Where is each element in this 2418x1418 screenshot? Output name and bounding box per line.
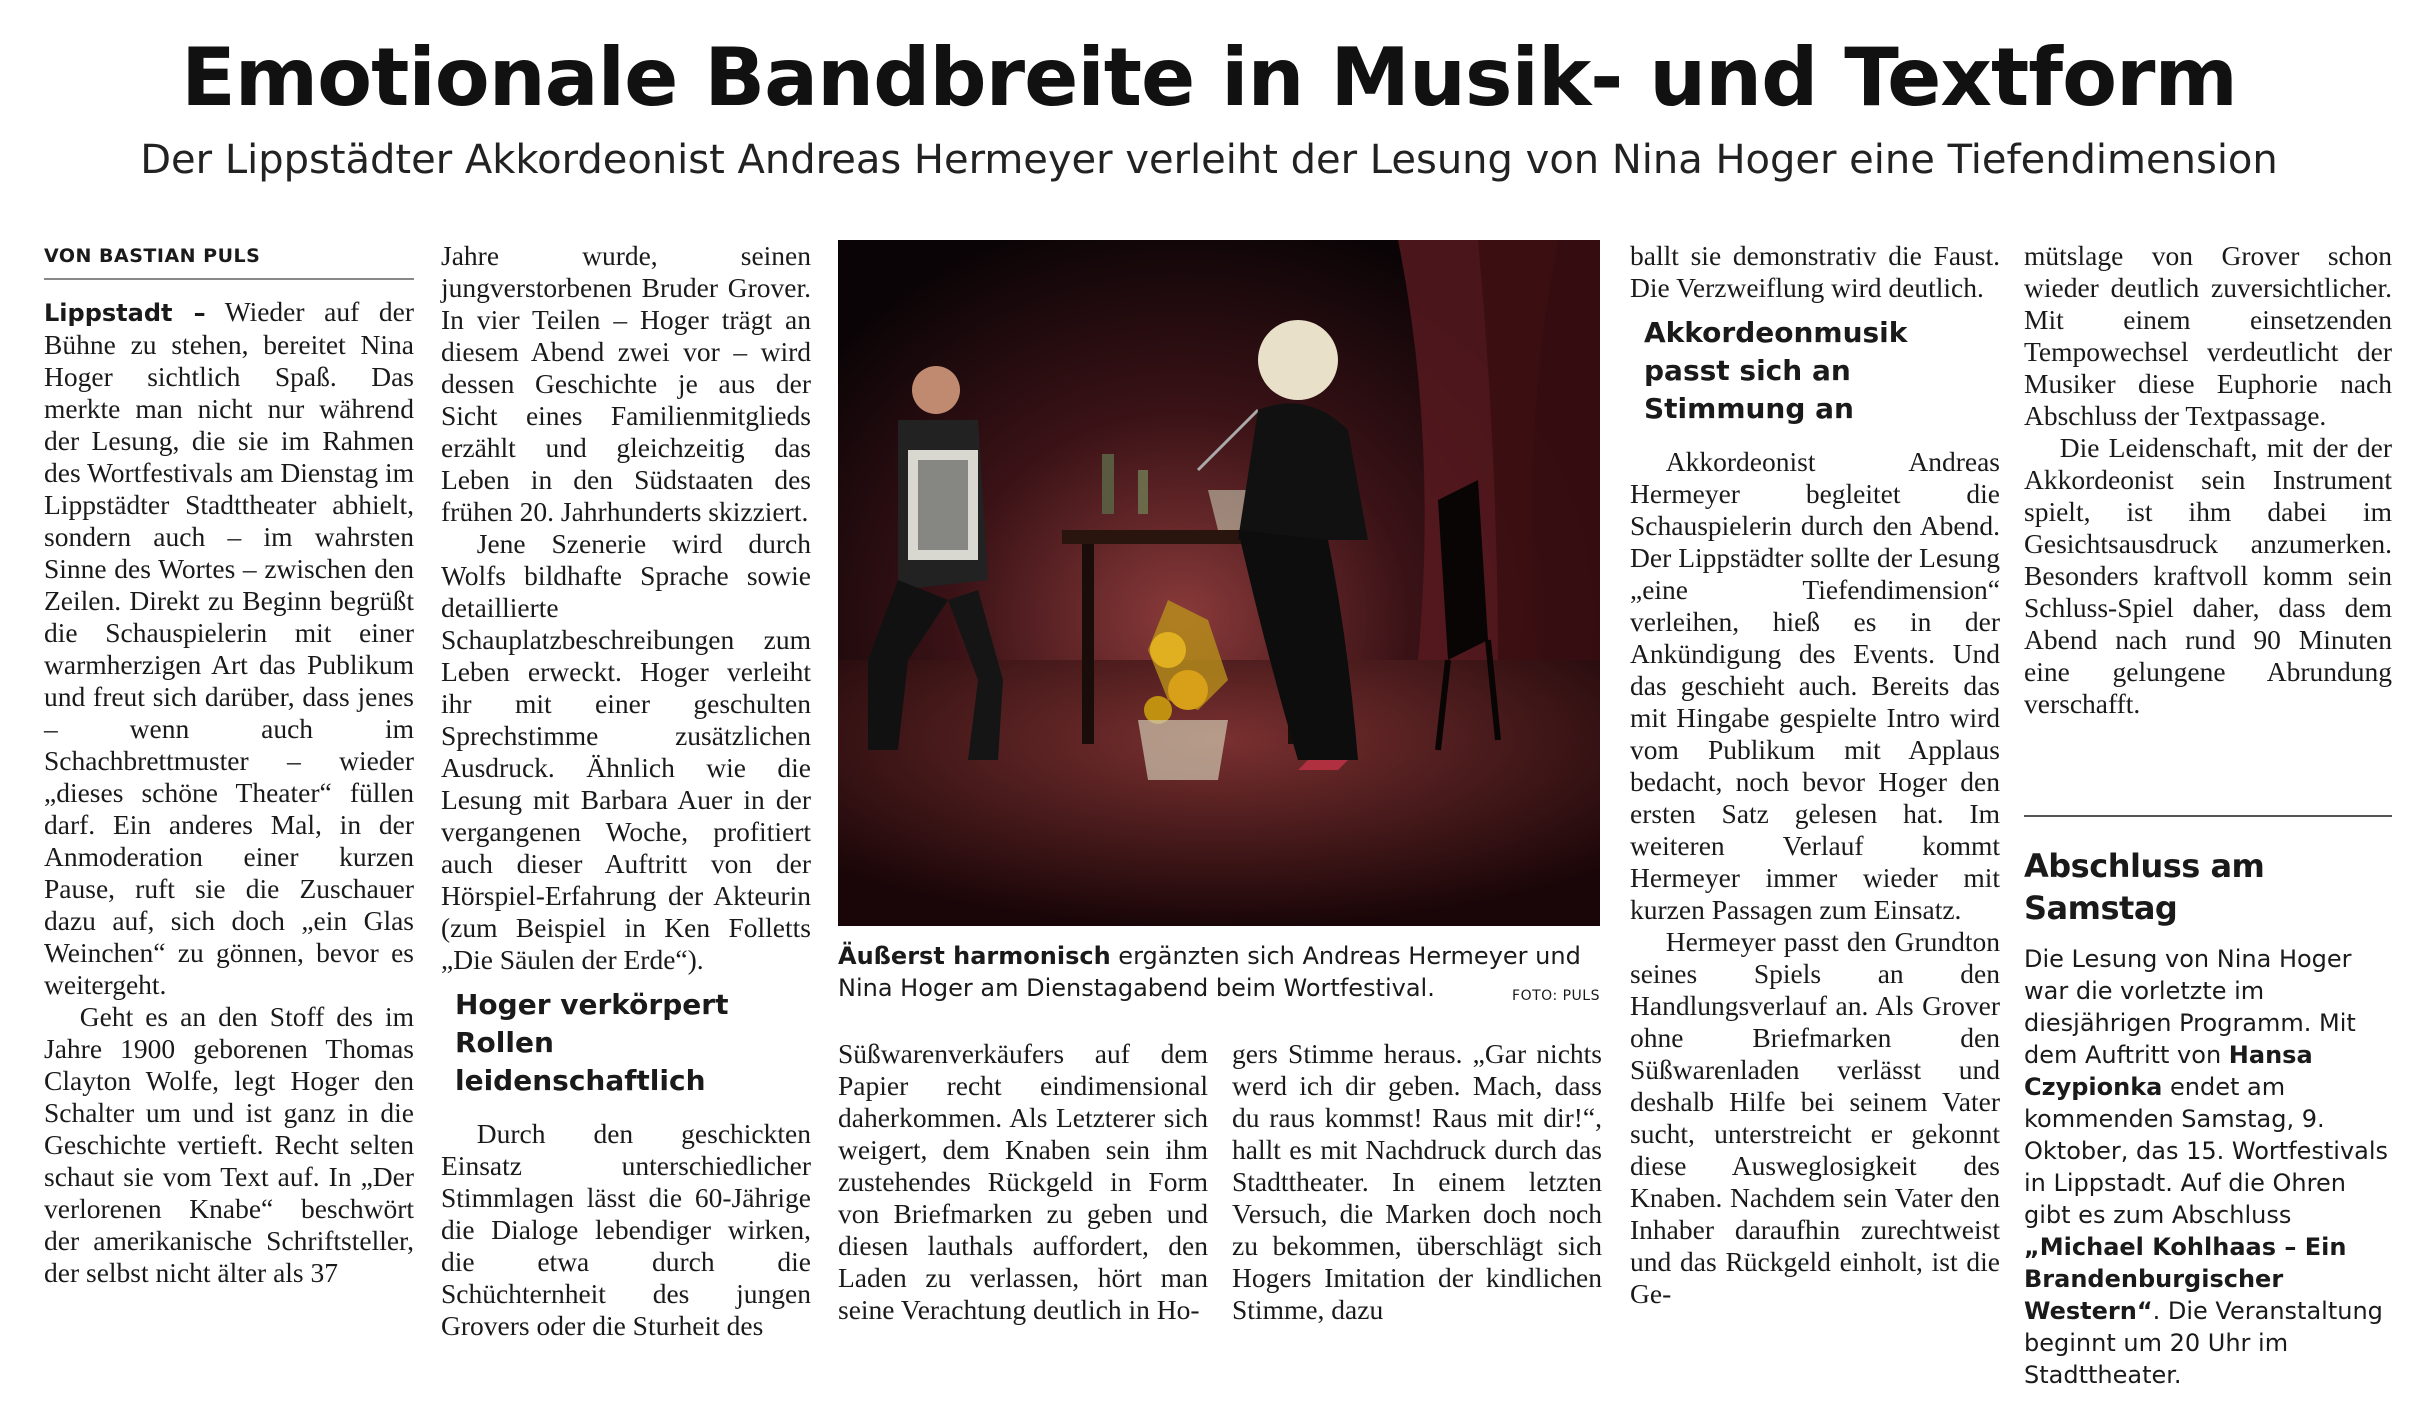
headline: Emotionale Bandbreite in Musik- und Textform <box>181 31 2237 124</box>
dateline: Lippstadt – <box>44 299 206 327</box>
paragraph: mütslage von Grover schon wieder deutlich zuversichtlicher. Mit einem einsetzenden Tempowechsel verdeutlicht der Musiker diese Euphorie nach Abschluss der Textpassage. <box>2024 240 2392 431</box>
paragraph: gers Stimme heraus. „Gar nichts werd ich dir geben. Mach, dass du raus kommst! Raus mit dir!“, hallt es mit Nachdruck durch das Stadttheater. In einem letzten Versuch, die Marken doch noch zu bekommen, überschlägt sich Hogers Imitation der kindlichen Stimme, dazu <box>1232 1038 1602 1325</box>
paragraph: Geht es an den Stoff des im Jahre 1900 geborenen Thomas Clayton Wolfe, legt Hoger den Schalter um und ist ganz in die Geschichte vertieft. Recht selten schaut sie vom Text auf. In „Der verlorenen Knabe“ beschwört der amerikanische Schriftsteller, der selbst nicht älter als 37 <box>44 1001 414 1288</box>
paragraph: Lippstadt – Wieder auf der Bühne zu stehen, bereitet Nina Hoger sichtlich Spaß. Das merkte man nicht nur während der Lesung, die sie im Rahmen des Wortfestivals am Dienstag im Lippstädter Stadttheater abhielt, sondern auch – im wahrsten Sinne des Wortes – zwischen den Zeilen. Direkt zu Beginn begrüßt die Schauspielerin mit einer warmherzigen Art das Publikum und freut sich darüber, dass jenes – wenn auch im Schachbrettmuster – wieder „dieses schöne Theater“ füllen darf. Ein anderes Mal, in der Anmoderation einer kurzen Pause, ruft sie die Zuschauer dazu auf, sich doch „ein Glas Weinchen“ zu gönnen, bevor es weitergeht. <box>44 296 414 1000</box>
paragraph: Jene Szenerie wird durch Wolfs bildhafte Sprache sowie detaillierte Schauplatzbeschreibungen zum Leben erweckt. Hoger verleiht ihr mit einer geschulten Sprechstimme zusätzlichen Ausdruck. Ähnlich wie die Lesung mit Barbara Auer in der vergangenen Woche, profitiert auch dieser Auftritt von der Hörspiel-Erfahrung der Akteurin (zum Beispiel in Ken Folletts „Die Säulen der Erde“). <box>441 528 811 975</box>
paragraph: Hermeyer passt den Grundton seines Spiels an den Handlungsverlauf an. Als Grover ohne Briefmarken den Süßwarenladen verlässt und deshalb Hilfe bei seinem Vater sucht, unterstreicht er gekonnt diese Ausweglosigkeit des Knaben. Nachdem sein Vater den Inhaber daraufhin zurechtweist und das Rückgeld einholt, ist die Ge- <box>1630 926 2000 1309</box>
paragraph: Jahre wurde, seinen jungverstorbenen Bruder Grover. In vier Teilen – Hoger trägt an diesem Abend zwei vor – wird dessen Geschichte je aus der Sicht eines Familienmitglieds erzählt und gleichzeitig das Leben in den Südstaaten des frühen 20. Jahrhunderts skizziert. <box>441 240 811 527</box>
info-box <box>2024 815 2392 1391</box>
info-box-body: Die Lesung von Nina Hoger war die vorletzte im diesjährigen Programm. Mit dem Auftritt von Hansa Czypionka endet am kommenden Samstag, 9. Oktober, das 15. Wortfestivals in Lippstadt. Auf die Ohren gibt es zum Abschluss „Michael Kohlhaas – Ein Brandenburgischer Western“. Die Veranstaltung beginnt um 20 Uhr im Stadttheater. <box>2024 945 2389 1389</box>
paragraph: Die Leidenschaft, mit der der Akkordeonist sein Instrument spielt, ist ihm dabei im Gesichtsausdruck anzumerken. Besonders kraftvoll komm sein Schluss-Spiel daher, dass dem Abend nach rund 90 Minuten eine gelungene Abrundung verschafft. <box>2024 432 2392 719</box>
column-3 <box>838 1038 1208 1326</box>
info-box-title: Abschluss am Samstag <box>2024 847 2265 927</box>
paragraph: ballt sie demonstrativ die Faust. Die Verzweiflung wird deutlich. <box>1630 240 2000 303</box>
section-subhead: Hoger verkörpert Rollen leidenschaftlich <box>455 988 729 1097</box>
section-subhead: Akkordeonmusik passt sich an Stimmung an <box>1644 316 1908 425</box>
column-5 <box>1630 240 2000 1310</box>
paragraph: Akkordeonist Andreas Hermeyer begleitet die Schauspielerin durch den Abend. Der Lippstädter sollte der Lesung „eine Tiefendimension“ verleihen, hieß es in der Ankündigung des Events. Und das geschieht auch. Bereits das mit Hingabe gespielte Intro wird vom Publikum mit Applaus bedacht, noch bevor Hoger den ersten Satz gelesen hat. Im weiteren Verlauf kommt Hermeyer immer wieder mit kurzen Passagen zum Einsatz. <box>1630 446 2000 925</box>
stage-photo <box>838 240 1600 926</box>
column-6 <box>2024 240 2392 720</box>
byline: VON BASTIAN PULS <box>44 240 414 280</box>
paragraph: Durch den geschickten Einsatz unterschiedlicher Stimmlagen lässt die 60-Jährige die Dialoge lebendiger wirken, die etwa durch die Schüchternheit des jungen Grovers oder die Sturheit des <box>441 1118 811 1341</box>
column-4 <box>1232 1038 1602 1326</box>
paragraph: Süßwarenverkäufers auf dem Papier recht eindimensional daherkommen. Als Letzterer sich weigert, dem Knaben sein ihm zustehendes Rückgeld in Form von Briefmarken zu geben und diesen lauthals auffordert, den Laden zu verlassen, hört man seine Verachtung deutlich in Ho- <box>838 1038 1208 1325</box>
stage-photo-image <box>838 240 1600 926</box>
subheadline: Der Lippstädter Akkordeonist Andreas Hermeyer verleiht der Lesung von Nina Hoger eine Tiefendimension <box>140 137 2278 183</box>
photo-credit: FOTO: PULS <box>1512 988 1600 1004</box>
photo-caption: Äußerst harmonisch ergänzten sich Andreas Hermeyer und Nina Hoger am Dienstagabend beim Wortfestival. FOTO: PULS <box>838 940 1600 1012</box>
column-1 <box>44 240 414 1289</box>
column-2 <box>441 240 811 1342</box>
